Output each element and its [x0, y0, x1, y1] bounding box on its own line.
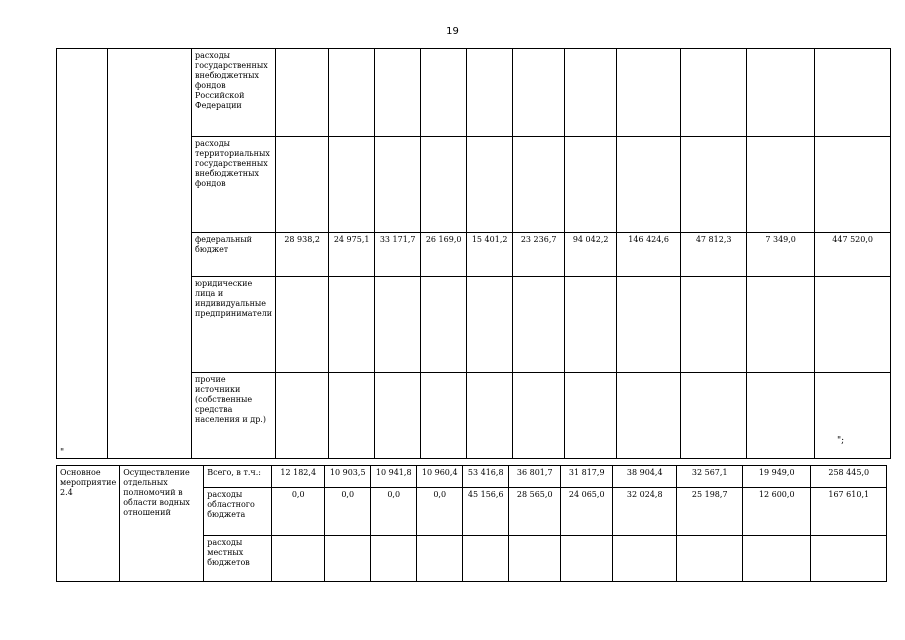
- value-cell: 38 904,4: [613, 466, 677, 488]
- value-cell: [375, 137, 421, 233]
- value-cell: [325, 536, 371, 582]
- value-cell: [467, 373, 513, 459]
- description-cell: Осуществление отдельных полномочий в области водных отношений: [120, 466, 204, 582]
- funding-source-label: Всего, в т.ч.:: [204, 466, 272, 488]
- value-cell: [681, 49, 747, 137]
- value-cell: 26 169,0: [421, 233, 467, 277]
- value-cell: [421, 277, 467, 373]
- value-cell: 0,0: [325, 488, 371, 536]
- value-cell: 10 903,5: [325, 466, 371, 488]
- measure-cell: Основное мероприятие 2.4: [57, 466, 120, 582]
- value-cell: 19 949,0: [743, 466, 811, 488]
- value-cell: [329, 137, 375, 233]
- value-cell: [463, 536, 509, 582]
- budget-table-continued: [56, 48, 891, 459]
- page-number: 19: [446, 26, 459, 37]
- value-cell: [617, 373, 681, 459]
- value-cell: [565, 277, 617, 373]
- budget-table-measure-2-4: [56, 465, 887, 582]
- value-cell: [747, 277, 815, 373]
- value-cell: [276, 277, 329, 373]
- value-cell: [743, 536, 811, 582]
- value-cell: [565, 49, 617, 137]
- value-cell: [617, 137, 681, 233]
- value-cell: 28 565,0: [509, 488, 561, 536]
- value-cell: [467, 137, 513, 233]
- table-row: [57, 466, 887, 488]
- closing-quote: ";: [837, 436, 845, 446]
- value-cell: [375, 373, 421, 459]
- value-cell: [329, 277, 375, 373]
- value-cell: [815, 373, 891, 459]
- value-cell: [272, 536, 325, 582]
- funding-source-label: расходы территориальных государственных внебюджетных фондов: [192, 137, 276, 233]
- value-cell: [276, 137, 329, 233]
- value-cell: [681, 373, 747, 459]
- value-cell: [561, 536, 613, 582]
- value-cell: 15 401,2: [467, 233, 513, 277]
- value-cell: 94 042,2: [565, 233, 617, 277]
- value-cell: [329, 373, 375, 459]
- value-cell: 258 445,0: [811, 466, 887, 488]
- value-cell: 167 610,1: [811, 488, 887, 536]
- value-cell: [276, 49, 329, 137]
- value-cell: 10 960,4: [417, 466, 463, 488]
- value-cell: 10 941,8: [371, 466, 417, 488]
- value-cell: [613, 536, 677, 582]
- value-cell: 32 567,1: [677, 466, 743, 488]
- value-cell: 36 801,7: [509, 466, 561, 488]
- value-cell: 0,0: [371, 488, 417, 536]
- value-cell: [421, 49, 467, 137]
- value-cell: [329, 49, 375, 137]
- value-cell: [421, 373, 467, 459]
- value-cell: [371, 536, 417, 582]
- value-cell: 33 171,7: [375, 233, 421, 277]
- value-cell: [421, 137, 467, 233]
- value-cell: 24 975,1: [329, 233, 375, 277]
- value-cell: [375, 49, 421, 137]
- table-row: [57, 49, 891, 137]
- value-cell: [467, 49, 513, 137]
- value-cell: 24 065,0: [561, 488, 613, 536]
- value-cell: [747, 137, 815, 233]
- value-cell: 28 938,2: [276, 233, 329, 277]
- value-cell: [513, 137, 565, 233]
- value-cell: [811, 536, 887, 582]
- measure-cell: [57, 49, 108, 459]
- value-cell: [513, 277, 565, 373]
- value-cell: [617, 277, 681, 373]
- value-cell: 23 236,7: [513, 233, 565, 277]
- value-cell: [565, 137, 617, 233]
- value-cell: 53 416,8: [463, 466, 509, 488]
- value-cell: 32 024,8: [613, 488, 677, 536]
- value-cell: 146 424,6: [617, 233, 681, 277]
- opening-quote: ": [60, 448, 65, 458]
- value-cell: 25 198,7: [677, 488, 743, 536]
- value-cell: [417, 536, 463, 582]
- funding-source-label: прочие источники (собственные средства населения и др.): [192, 373, 276, 459]
- funding-source-label: расходы местных бюджетов: [204, 536, 272, 582]
- value-cell: [565, 373, 617, 459]
- value-cell: 45 156,6: [463, 488, 509, 536]
- value-cell: [467, 277, 513, 373]
- value-cell: [747, 373, 815, 459]
- description-cell: [108, 49, 192, 459]
- value-cell: [815, 137, 891, 233]
- value-cell: [681, 137, 747, 233]
- value-cell: 0,0: [417, 488, 463, 536]
- value-cell: [276, 373, 329, 459]
- value-cell: [617, 49, 681, 137]
- value-cell: [815, 277, 891, 373]
- value-cell: 7 349,0: [747, 233, 815, 277]
- funding-source-label: федеральный бюджет: [192, 233, 276, 277]
- value-cell: 12 182,4: [272, 466, 325, 488]
- value-cell: [677, 536, 743, 582]
- value-cell: 12 600,0: [743, 488, 811, 536]
- funding-source-label: расходы государственных внебюджетных фондов Российской Федерации: [192, 49, 276, 137]
- funding-source-label: расходы областного бюджета: [204, 488, 272, 536]
- value-cell: 447 520,0: [815, 233, 891, 277]
- value-cell: 31 817,9: [561, 466, 613, 488]
- value-cell: 47 812,3: [681, 233, 747, 277]
- value-cell: [681, 277, 747, 373]
- value-cell: [815, 49, 891, 137]
- value-cell: [375, 277, 421, 373]
- value-cell: [509, 536, 561, 582]
- value-cell: [513, 49, 565, 137]
- funding-source-label: юридические лица и индивидуальные предприниматели: [192, 277, 276, 373]
- value-cell: 0,0: [272, 488, 325, 536]
- value-cell: [513, 373, 565, 459]
- value-cell: [747, 49, 815, 137]
